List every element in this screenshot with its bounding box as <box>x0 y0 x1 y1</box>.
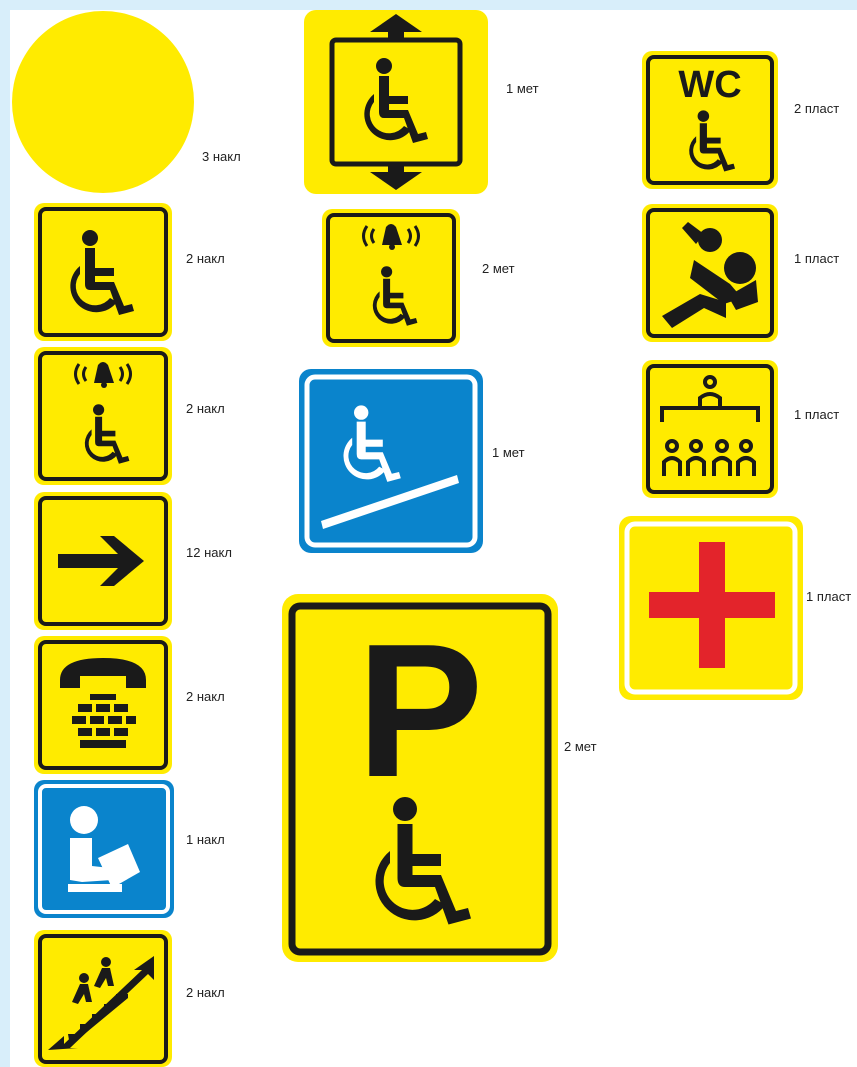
label-first-aid: 1 пласт <box>806 589 852 604</box>
sign-bell-wheelchair <box>322 209 460 347</box>
sign-wc <box>642 51 778 189</box>
sign-reading-person <box>34 780 174 918</box>
sign-arrow-right <box>34 492 172 630</box>
wc-letters: WC <box>678 64 742 106</box>
parking-letter: P <box>356 605 484 817</box>
sign-escalator <box>34 930 172 1067</box>
label-reading-person: 1 накл <box>186 832 225 847</box>
sign-audience <box>642 360 778 498</box>
label-falling-person: 1 пласт <box>794 251 840 266</box>
sign-bell-wheelchair-small <box>34 347 172 485</box>
label-audience: 1 пласт <box>794 407 840 422</box>
decorative-border-left <box>0 0 10 1067</box>
label-escalator: 2 накл <box>186 985 225 1000</box>
label-arrow-right: 12 накл <box>186 545 232 560</box>
label-ramp: 1 мет <box>492 445 525 460</box>
sign-text-telephone <box>34 636 172 774</box>
sign-falling-person <box>642 204 778 342</box>
decorative-border-top <box>0 0 857 10</box>
sign-elevator-wheelchair <box>304 10 488 194</box>
sign-first-aid <box>619 516 803 700</box>
label-elevator-wheelchair: 1 мет <box>506 81 539 96</box>
sign-ramp <box>299 369 483 553</box>
label-wc: 2 пласт <box>794 101 840 116</box>
label-bell-wheelchair-small: 2 накл <box>186 401 225 416</box>
sign-parking <box>282 594 558 962</box>
label-parking: 2 мет <box>564 739 597 754</box>
sign-yellow-circle <box>10 10 196 194</box>
label-text-telephone: 2 накл <box>186 689 225 704</box>
label-bell-wheelchair: 2 мет <box>482 261 515 276</box>
label-yellow-circle: 3 накл <box>202 149 241 164</box>
sign-wheelchair <box>34 203 172 341</box>
label-wheelchair: 2 накл <box>186 251 225 266</box>
